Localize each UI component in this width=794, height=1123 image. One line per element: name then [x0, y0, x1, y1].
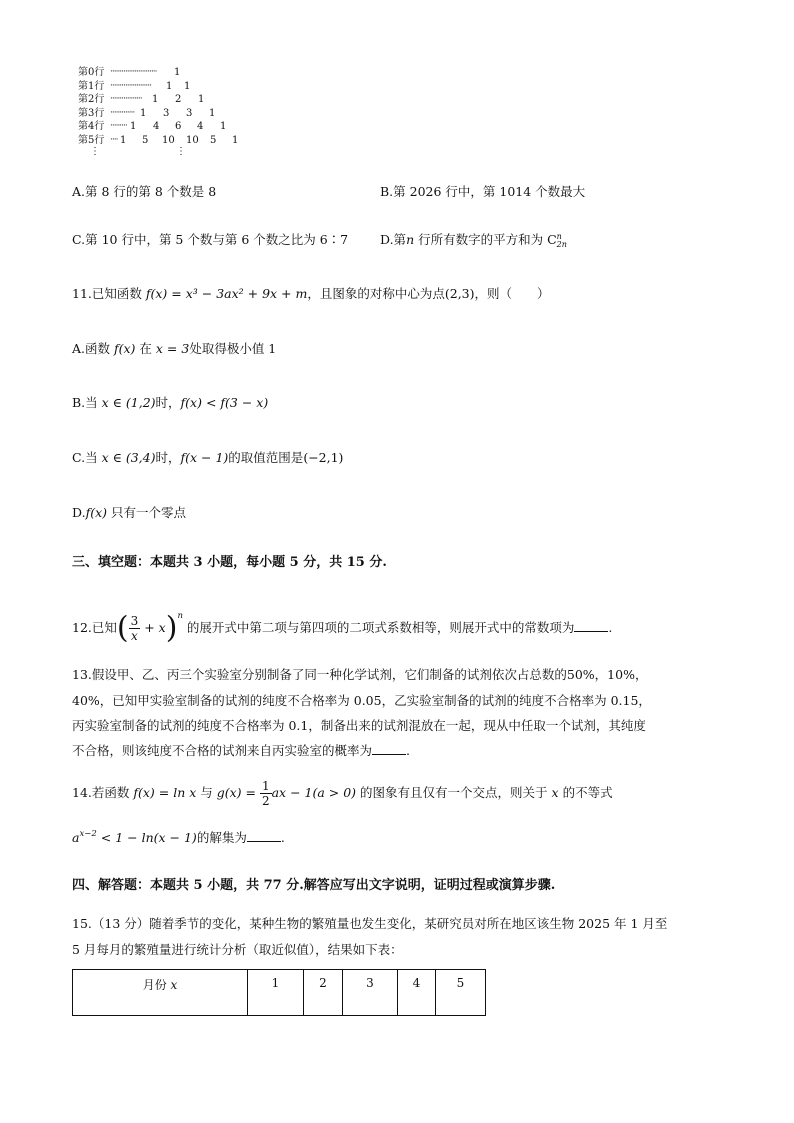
- table-cell: 2: [304, 970, 343, 1016]
- table-cell: 3: [343, 970, 398, 1016]
- q14-line-1: 14.若函数 f(x) = ln x 与 g(x) = $\frac{1}{2}$ ax − 1(a > 0) 的图象有且仅有一个交点，则关于 x 的不等式: [72, 779, 613, 808]
- q11-option-d: D.f(x) 只有一个零点: [72, 505, 186, 520]
- q10-option-c: C.第 10 行中，第 5 个数与第 6 个数之比为 6∶7: [72, 232, 349, 247]
- q13-line-4: 不合格，则该纯度不合格的试剂来自丙实验室的概率为 .: [72, 743, 410, 758]
- q13-line-3: 丙实验室制备的试剂的纯度不合格率为 0.1，制备出来的试剂混放在一起，现从中任取一个试剂，其纯度: [72, 718, 646, 733]
- q12-question: 12.已知( $\frac{3}{x}$ + x)$^n$ 的展开式中第二项与第四项的二项式系数相等，则展开式中的常数项为 .: [72, 610, 613, 646]
- q10-option-a: A.第 8 行的第 8 个数是 8: [72, 184, 217, 199]
- q11-option-a: A.函数 f(x) 在 x = 3处取得极小值 1: [72, 341, 277, 356]
- section-3-heading: 三、填空题：本题共 3 小题，每小题 5 分，共 15 分.: [72, 555, 387, 570]
- q13-line-2: 40%，已知甲实验室制备的试剂的纯度不合格率为 0.05，乙实验室制备的试剂的纯度不合格率为 0.15，: [72, 693, 651, 708]
- q13-line-1: 13.假设甲、乙、丙三个实验室分别制备了同一种化学试剂，它们制备的试剂依次占总数的50%，10%，: [72, 667, 648, 682]
- q11-option-c: C.当 x ∈ (3,4)时，f(x − 1)的取值范围是(−2,1): [72, 450, 344, 465]
- q15-line-1: 15.（13 分）随着季节的变化，某种生物的繁殖量也发生变化，某研究员对所在地区该生物 2025 年 1 月至: [72, 916, 668, 931]
- table-cell: 5: [436, 970, 486, 1016]
- row-label: 第0行: [78, 67, 105, 78]
- table-cell: 4: [398, 970, 436, 1016]
- answer-blank: [372, 744, 406, 755]
- q14-line-2: $a^{x-2} < 1 - \ln(x - 1)$的解集为 .: [72, 829, 285, 845]
- section-4-heading: 四、解答题：本题共 5 小题，共 77 分.解答应写出文字说明，证明过程或演算步骤.: [72, 878, 556, 893]
- month-table: [72, 969, 486, 1016]
- table-header-cell: 月份 x: [73, 970, 248, 1016]
- q11-stem: 11.已知函数 f(x) = x³ − 3ax² + 9x + m，且图象的对称中心为点(2,3)，则（ ）: [72, 286, 550, 301]
- q10-option-d: D.第n 行所有数字的平方和为 C n 2n: [380, 231, 567, 249]
- answer-blank: [574, 621, 608, 632]
- table-cell: 1: [248, 970, 304, 1016]
- q11-option-b: B.当 x ∈ (1,2)时，f(x) < f(3 − x): [72, 395, 269, 410]
- q15-line-2: 5 月每月的繁殖量进行统计分析（取近似值），结果如下表：: [72, 942, 403, 957]
- answer-blank: [247, 831, 281, 842]
- table-row: [73, 970, 486, 1016]
- pascal-triangle-figure: 第0行 ························· 1 第1行 ······················ 1 1 第2行 ················· 1 2 1 第3行 ············· 1 3 3 1 第4行 ········· 1 4 6 4 1 第5行 ···· 1 5 10 10 5 1 ⋮ ⋮: [78, 67, 239, 157]
- q10-option-b: B.第 2026 行中，第 1014 个数最大: [380, 184, 586, 199]
